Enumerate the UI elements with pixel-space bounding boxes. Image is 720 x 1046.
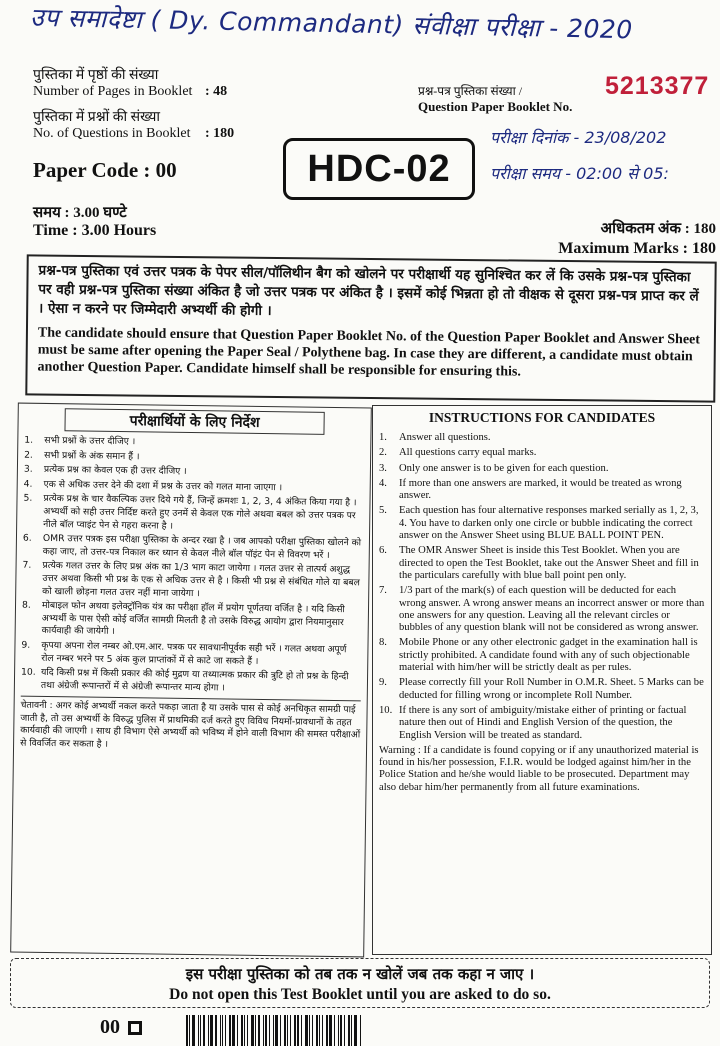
footer-notice	[10, 958, 710, 1008]
instruction-en-item-number: 2.	[379, 447, 387, 459]
warning-en: Warning : If a candidate is found copying or if any unauthorized material is found in his/her possession, F.I.R. would be lodged against him/her in the Police Station and he/she would liable to be prosecuted. Department may also debar him/her permanently from all future examinations.	[379, 744, 699, 793]
barcode-bar	[186, 1015, 188, 1046]
footer-en: Do not open this Test Booklet until you are asked to do so.	[169, 986, 551, 1003]
barcode-bar	[338, 1015, 339, 1046]
instruction-hi-item-number: 3.	[23, 463, 33, 475]
instruction-hi-item-text: सभी प्रश्नों के अंक समान हैं ।	[44, 449, 140, 462]
instruction-hi-item-5	[23, 493, 363, 536]
instruction-en-item-text: All questions carry equal marks.	[399, 447, 537, 459]
barcode-bar	[326, 1015, 328, 1046]
barcode-bar	[280, 1015, 281, 1046]
booklet-no-label	[418, 84, 572, 115]
questions-label-en: No. of Questions in Booklet	[33, 126, 191, 141]
instruction-en-item-number: 3.	[379, 462, 387, 474]
square-icon	[128, 1021, 142, 1035]
barcode-bar	[255, 1015, 256, 1046]
exam-date-handwriting: परीक्षा दिनांक - 23/08/202	[490, 128, 667, 147]
barcode-bar	[351, 1015, 352, 1046]
instructions-en-list	[379, 432, 705, 742]
instruction-hi-item-text: OMR उत्तर पत्रक इस परीक्षा पुस्तिका के अन्दर रखा है । जब आपको परीक्षा पुस्तिका खोलने को कहा जाए, तो उत्तर-पत्र निकाल कर ध्यान से केवल नीले बॉल पॉइंट पेन से विवरण भरें ।	[42, 533, 362, 561]
barcode-bar	[273, 1015, 274, 1046]
instruction-hi-item-6	[23, 533, 363, 563]
instruction-hi-item-number: 4.	[23, 478, 33, 490]
booklet-serial-number: 5213377	[605, 72, 710, 100]
instructions-hi-title: परीक्षार्थियों के लिए निर्देश	[64, 408, 324, 435]
booklet-meta	[33, 68, 234, 142]
instruction-en-item-3	[379, 463, 705, 475]
instruction-en-item-number: 6.	[379, 545, 387, 557]
instruction-en-item-text: If more than one answers are marked, it would be treated as wrong answer.	[399, 477, 682, 502]
barcode-bar	[319, 1015, 320, 1046]
instruction-en-item-5	[379, 505, 705, 542]
barcode-bar	[290, 1015, 291, 1046]
instruction-en-item-number: 1.	[379, 432, 387, 443]
instruction-en-item-text: Mobile Phone or any other electronic gadget in the examination hall is strictly prohibited. A candidate found with any of such objectionable material with him/her will be strictly dealt as per rules.	[399, 637, 698, 674]
instruction-hi-item-text: प्रत्येक प्रश्न के चार वैकल्पिक उत्तर दिये गये हैं, जिन्हें क्रमशः 1, 2, 3, 4 अंकित किया गया है । अभ्यर्थी को सही उत्तर निर्दिष्ट करते हुए उनमें से केवल एक गोले अथवा बबल को उत्तर पत्रक पर नीले बॉल प्वाइंट पेन से गहरा करना है ।	[43, 493, 357, 532]
time-en: Time : 3.00 Hours	[33, 222, 157, 239]
barcode-icon	[186, 1015, 362, 1046]
barcode-bar	[344, 1015, 345, 1046]
booklet-no-label-en: Question Paper Booklet No.	[418, 99, 573, 114]
instruction-hi-item-number: 6.	[22, 532, 32, 544]
barcode-bar	[329, 1015, 332, 1046]
barcode-bar	[312, 1015, 313, 1046]
bottom-code	[100, 1016, 142, 1039]
bottom-code-text: 00	[100, 1016, 120, 1038]
instruction-hi-item-number: 2.	[24, 449, 33, 461]
max-marks-en: Maximum Marks : 180	[558, 240, 716, 257]
instruction-en-item-text: Each question has four alternative responses marked serially as 1, 2, 3, 4. You have to darken only one circle or bubble indicating the correct answer on the Answer Sheet using BLUE BALL POINT PEN.	[399, 505, 699, 542]
seal-notice-box	[25, 254, 716, 402]
header-handwriting: उप समादेष्टा ( Dy. Commandant) संवीक्षा परीक्षा - 2020	[29, 2, 634, 45]
instruction-en-item-number: 4.	[379, 477, 387, 489]
barcode-bar	[251, 1015, 254, 1046]
instruction-hi-item-number: 9.	[21, 639, 31, 651]
barcode-bar	[237, 1015, 238, 1046]
instructions-hi-column	[10, 403, 372, 958]
instruction-en-item-number: 7.	[379, 585, 387, 597]
barcode-bar	[263, 1015, 264, 1046]
questions-value: : 180	[205, 126, 235, 141]
instructions-hi-list	[21, 435, 365, 697]
instruction-hi-item-number: 7.	[22, 559, 32, 572]
instruction-hi-item-number: 10.	[21, 666, 36, 678]
barcode-bar	[269, 1015, 270, 1046]
barcode-bar	[189, 1015, 190, 1046]
instruction-hi-item-10	[21, 667, 361, 697]
instruction-hi-item-text: यदि किसी प्रश्न में किसी प्रकार की कोई मुद्रण या तथ्यात्मक प्रकार की त्रुटि हो तो प्रश्न के हिन्दी तथा अंग्रेजी रूपान्तरों में से अंग्रेजी रूपान्तर मान्य होगा ।	[40, 667, 349, 694]
barcode-bar	[309, 1015, 310, 1046]
barcode-bar	[247, 1015, 248, 1046]
instruction-en-item-10	[379, 705, 705, 742]
instruction-en-item-number: 9.	[379, 677, 387, 689]
barcode-bar	[203, 1015, 205, 1046]
instruction-hi-item-number: 8.	[21, 599, 31, 611]
pages-label-en: Number of Pages in Booklet	[33, 84, 193, 99]
pages-value: : 48	[205, 84, 228, 99]
instruction-hi-item-text: कृपया अपना रोल नम्बर ओ.एम.आर. पत्रक पर सावधानीपूर्वक सही भरें । गलत अथवा अपूर्ण रोल नम्बर भरने पर 5 अंक कुल प्राप्तांकों में से काटे जा सकते हैं ।	[41, 639, 347, 667]
barcode-bar	[265, 1015, 267, 1046]
instruction-en-item-7	[379, 585, 705, 634]
instruction-hi-item-text: एक से अधिक उत्तर देने की दशा में प्रश्न के उत्तर को गलत माना जाएगा ।	[43, 478, 283, 494]
barcode-bar	[208, 1015, 209, 1046]
seal-notice-en: The candidate should ensure that Question Paper Booklet No. of the Question Paper Booklet and Answer Sheet must be same after opening the Paper Seal / Polythene bag. In case they are different, a candidate must obtain another Question Paper. Candidate himself shall be responsible for ensuring this.	[37, 325, 701, 380]
instruction-hi-item-text: सभी प्रश्नों के उत्तर दीजिए ।	[44, 434, 136, 448]
barcode-bar	[322, 1015, 323, 1046]
max-marks-hi: अधिकतम अंक : 180	[600, 221, 716, 237]
barcode-bar	[334, 1015, 335, 1046]
barcode-bar	[360, 1015, 361, 1046]
seal-notice-hi: प्रश्न-पत्र पुस्तिका एवं उत्तर पत्रक के पेपर सील/पॉलिथीन बैग को खोलने पर परीक्षार्थी यह सुनिश्चित कर लें कि उसके प्रश्न-पत्र पुस्तिका पर वही प्रश्न-पत्र पुस्तिका संख्या अंकित है जो उत्तर पत्रक पर अंकित है । इसमें कोई भिन्नता हो तो वीक्षक से दूसरा प्रश्न-पत्र प्राप्त कर लें । ऐसा न करने पर जिम्मेदारी अभ्यर्थी की होगी ।	[38, 262, 699, 319]
instruction-en-item-2	[379, 447, 705, 459]
booklet-code-box: HDC-02	[283, 138, 475, 200]
barcode-bar	[316, 1015, 318, 1046]
questions-label-hi: पुस्तिका में प्रश्नों की संख्या	[33, 110, 161, 125]
instructions-en-title: INSTRUCTIONS FOR CANDIDATES	[428, 410, 656, 425]
instruction-hi-item-text: प्रत्येक प्रश्न का केवल एक ही उत्तर दीजिए ।	[43, 464, 187, 478]
barcode-bar	[284, 1015, 286, 1046]
time-hi: समय : 3.00 घण्टे	[33, 205, 127, 221]
warning-hi: चेतावनी : अगर कोई अभ्यर्थी नकल करते पकड़ा जाता है या उसके पास से कोई अनधिकृत सामग्री पाई जाती है, तो उस अभ्यर्थी के विरुद्ध पुलिस में प्राथमिकी दर्ज करते हुए विविध नियमों-प्रावधानों के तहत कार्यवाही की जाएगी । साथ ही विभाग ऐसे अभ्यर्थी को भविष्य में होने वाली विभाग की समस्त परीक्षाओं से विवर्जित कर सकता है ।	[20, 696, 361, 755]
barcode-bar	[258, 1015, 260, 1046]
barcode-bar	[192, 1015, 195, 1046]
booklet-no-label-hi: प्रश्न-पत्र पुस्तिका संख्या /	[418, 84, 523, 98]
instruction-en-item-text: Only one answer is to be given for each question.	[399, 462, 609, 474]
instruction-hi-item-7	[22, 560, 362, 603]
instructions-en-column	[372, 405, 712, 955]
barcode-bar	[198, 1015, 199, 1046]
barcode-bar	[305, 1015, 308, 1046]
paper-code: Paper Code : 00	[33, 158, 177, 182]
barcode-bar	[222, 1015, 223, 1046]
instruction-en-item-text: 1/3 part of the mark(s) of each question will be deducted for each wrong answer. A wrong answer means an incorrect answer or more than one answers for any question. Leaving all the relevant circles or bubbles of any question blank will not be considered as wrong answer.	[399, 585, 705, 634]
barcode-bar	[232, 1015, 235, 1046]
instruction-hi-item-number: 5.	[23, 493, 33, 505]
instruction-en-item-text: If there is any sort of ambiguity/mistake either of printing or factual nature then out of Hindi and English Version of the question, the English Version will be treated as standard.	[399, 704, 687, 741]
barcode-bar	[301, 1015, 302, 1046]
footer-hi: इस परीक्षा पुस्तिका को तब तक न खोलें जब तक कहा न जाए ।	[185, 965, 535, 983]
barcode-bar	[215, 1015, 217, 1046]
barcode-bar	[354, 1015, 357, 1046]
instruction-hi-item-9	[21, 640, 361, 670]
instruction-en-item-9	[379, 677, 705, 702]
instruction-en-item-text: Please correctly fill your Roll Number in O.M.R. Sheet. 5 Marks can be deducted for filling wrong or incomplete Roll Number.	[399, 677, 704, 701]
instruction-en-item-number: 5.	[379, 505, 387, 517]
barcode-bar	[200, 1015, 201, 1046]
barcode-bar	[297, 1015, 299, 1046]
barcode-bar	[348, 1015, 350, 1046]
barcode-bar	[287, 1015, 288, 1046]
instruction-hi-item-number: 1.	[24, 434, 34, 446]
instruction-en-item-4	[379, 478, 705, 503]
instruction-en-item-number: 10.	[379, 704, 393, 716]
barcode-bar	[220, 1015, 221, 1046]
instruction-en-item-text: Answer all questions.	[399, 432, 491, 443]
instruction-en-item-6	[379, 545, 705, 582]
barcode-bar	[294, 1015, 296, 1046]
exam-time-handwriting: परीक्षा समय - 02:00 से 05:	[490, 164, 669, 183]
instruction-hi-item-text: प्रत्येक गलत उत्तर के लिए प्रश्न अंक का 1/3 भाग काटा जायेगा । गलत उत्तर से तात्पर्य अशुद्ध उत्तर अथवा किसी भी प्रश्न के एक से अधिक उत्तर से है । किसी भी प्रश्न से संबंधित गोले या बबल को खाली छोड़ना गलत उत्तर नहीं माना जायेगा ।	[42, 560, 360, 599]
instruction-en-item-1	[379, 432, 705, 444]
instruction-hi-item-text: मोबाइल फोन अथवा इलेक्ट्रॉनिक यंत्र का परीक्षा हॉल में प्रयोग पूर्णतया वर्जित है । यदि किसी अभ्यर्थी के पास ऐसी कोई वर्जित सामग्री मिलती है तो उसके विरुद्ध आयोग द्वारा नियमानुसार कार्यवाही की जायेगी ।	[41, 600, 345, 638]
barcode-bar	[340, 1015, 342, 1046]
instruction-en-item-number: 8.	[379, 637, 387, 649]
instruction-hi-item-8	[22, 600, 362, 643]
barcode-bar	[244, 1015, 245, 1046]
barcode-bar	[275, 1015, 278, 1046]
barcode-bar	[229, 1015, 231, 1046]
barcode-bar	[210, 1015, 213, 1046]
barcode-bar	[241, 1015, 243, 1046]
instruction-en-item-text: The OMR Answer Sheet is inside this Test Booklet. When you are directed to open the Test Booklet, take out the Answer Sheet and fill in the particulars carefully with blue ball point pen only.	[399, 545, 699, 581]
pages-label-hi: पुस्तिका में पृष्ठों की संख्या	[33, 68, 159, 83]
barcode-bar	[225, 1015, 226, 1046]
instruction-en-item-8	[379, 637, 705, 674]
